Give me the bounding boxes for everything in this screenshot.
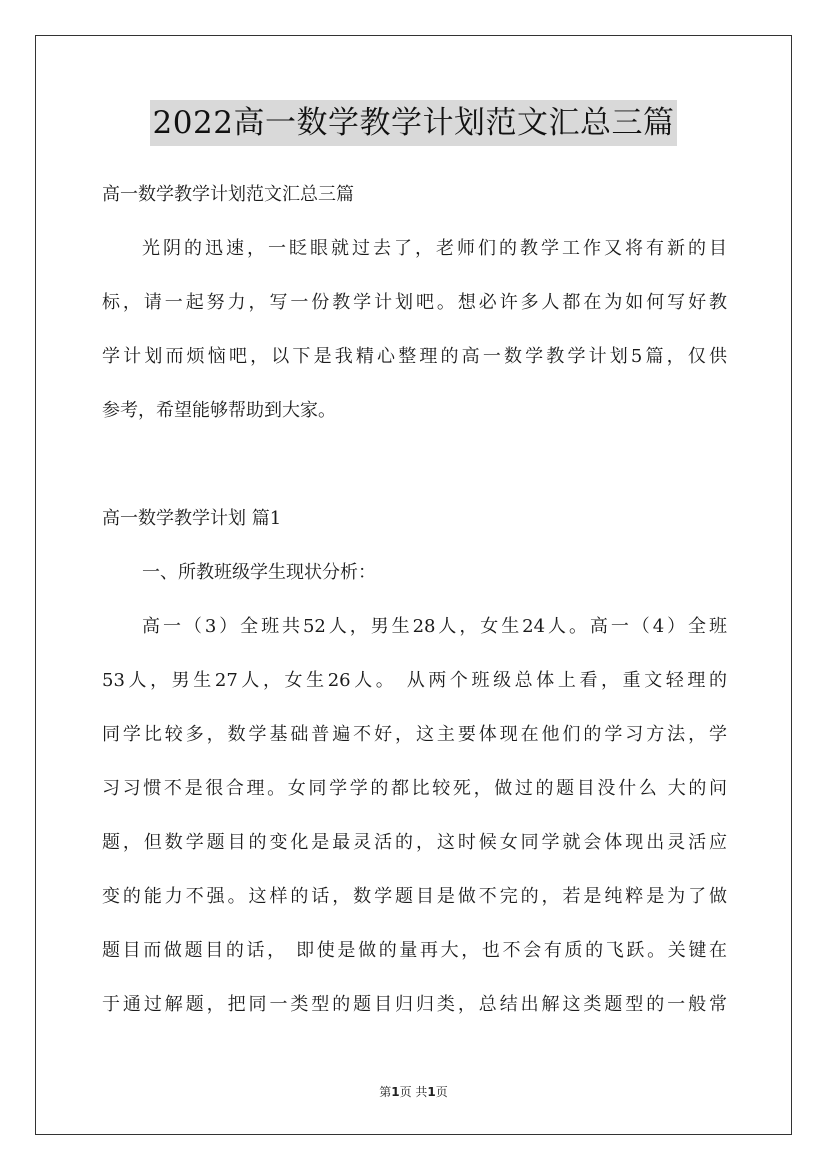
paragraph-line: 题目而做题目的话， 即使是做的量再大，也不会有质的飞跃。关键在: [102, 940, 727, 961]
document-body: [102, 173, 727, 1037]
title-wrap: [0, 100, 827, 146]
paragraph-line: 53人，男生27人，女生26人。 从两个班级总体上看，重文轻理的: [102, 670, 727, 691]
paragraph-line: 同学比较多，数学基础普遍不好，这主要体现在他们的学习方法，学: [102, 724, 727, 745]
paragraph-line: 光阴的迅速，一眨眼就过去了，老师们的教学工作又将有新的目: [142, 238, 727, 259]
page-label-suffix: 页: [435, 1085, 448, 1099]
paragraph-line: 习习惯不是很合理。女同学学的都比较死，做过的题目没什么 大的问: [102, 778, 727, 799]
document-title: 2022高一数学教学计划范文汇总三篇: [150, 100, 678, 146]
paragraph-line: 高一（3）全班共52人，男生28人，女生24人。高一（4）全班: [142, 616, 727, 637]
page-footer: [0, 1083, 827, 1100]
section-heading: 高一数学教学计划 篇1: [102, 508, 282, 529]
blank-line: [102, 443, 727, 497]
page-label-prefix: 第: [379, 1085, 392, 1099]
document-subtitle: 高一数学教学计划范文汇总三篇: [102, 184, 354, 205]
paragraph-line: 标，请一起努力，写一份教学计划吧。想必许多人都在为如何写好教: [102, 292, 727, 313]
page-label-mid: 页 共: [399, 1085, 428, 1099]
paragraph-line: 变的能力不强。这样的话，数学题目是做不完的，若是纯粹是为了做: [102, 886, 727, 907]
page-current: 1: [391, 1085, 400, 1099]
paragraph-line: 于通过解题，把同一类型的题目归归类，总结出解这类题型的一般常: [102, 994, 727, 1015]
paragraph-line: 题，但数学题目的变化是最灵活的，这时候女同学就会体现出灵活应: [102, 832, 727, 853]
paragraph-line: 参考，希望能够帮助到大家。: [102, 400, 336, 421]
page-total: 1: [427, 1085, 436, 1099]
sub-heading: 一、所教班级学生现状分析：: [142, 562, 376, 583]
paragraph-line: 学计划而烦恼吧，以下是我精心整理的高一数学教学计划5篇，仅供: [102, 346, 727, 367]
